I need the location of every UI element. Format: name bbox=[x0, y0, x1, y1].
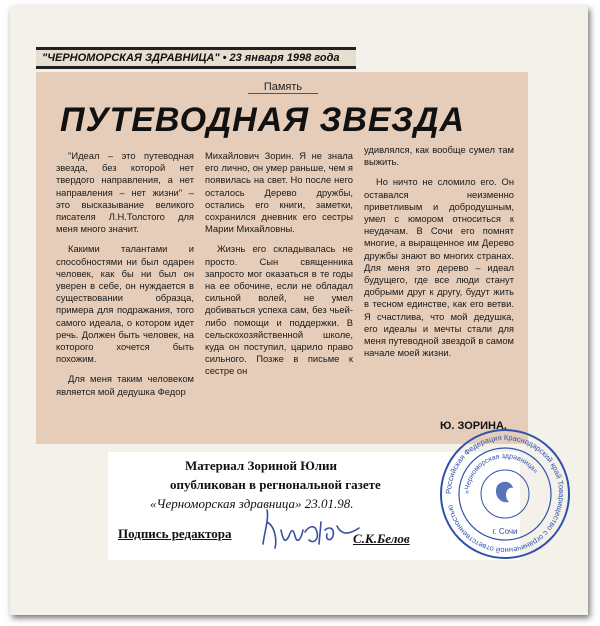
article-column-1 bbox=[56, 150, 194, 406]
editor-signature-label: Подпись редактора bbox=[118, 526, 232, 541]
article-byline: Ю. ЗОРИНА. bbox=[440, 420, 507, 432]
article-column-3 bbox=[364, 144, 514, 367]
article-headline: ПУТЕВОДНАЯ ЗВЕЗДА bbox=[60, 101, 466, 139]
paragraph: Михайлович Зорин. Я не знала его лично, он умер раньше, чем я появилась на свет. Но после него осталось Дерево дружбы, остались его книги, заметки, сохранился дневник его сестры Марии Михайловны. bbox=[205, 150, 353, 235]
svg-text:Российская Федерация Краснодар: Российская Федерация Краснодарский край Товарищество с ограниченной ответственностью bbox=[443, 432, 567, 556]
article-column-2 bbox=[205, 150, 353, 386]
paragraph: "Идеал – это путеводная звезда, без которой нет твердого направления, а нет направления – нет жизни" – это высказывание великого писателя Л.Н.Толстого для меня много значит. bbox=[56, 150, 194, 235]
newspaper-header: "ЧЕРНОМОРСКАЯ ЗДРАВНИЦА" • 23 января 1998 года bbox=[36, 47, 356, 69]
round-stamp-seal bbox=[437, 426, 573, 562]
rubric-label: Память bbox=[248, 81, 318, 94]
certification-line-1: Материал Зориной Юлии bbox=[185, 458, 338, 473]
certification-line-3: «Черноморская здравница» 23.01.98. bbox=[150, 496, 354, 511]
paragraph: Для меня таким человеком является мой дедушка Федор bbox=[56, 373, 194, 397]
svg-text:«Черноморская здравница»: «Черноморская здравница» bbox=[463, 452, 539, 495]
handwritten-signature bbox=[255, 500, 365, 556]
paragraph: Жизнь его складывалась не просто. Сын священника запросто мог оказаться в те годы на ее обочине, если не обладал сильной волей, не умел добиваться успеха сам, без чьей-либо помощи и поддержки. В сельскохозяйственной школе, куда он поступил, царило право сильного. Позже в письме к сестре он bbox=[205, 243, 353, 377]
paragraph: Но ничто не сломило его. Он оставался неизменно приветливым и добродушным, умел с юмором относиться к неудачам. В Сочи его помнят многие, а выращенное им Дерево дружбы знают во многих странах. Для меня это дерево – идеал будущего, где все люди станут добрыми друг к другу, будут жить в тесном единстве, как его ветви. Я счастлива, что мой дедушка, его идеалы и мечты стали для меня путеводной звездой в самом начале моей жизни. bbox=[364, 176, 514, 359]
certification-line-2: опубликован в регнональной газете bbox=[170, 477, 381, 492]
svg-text:г. Сочи: г. Сочи bbox=[492, 527, 518, 536]
paragraph: Какими талантами и способностями ни был одарен человек, как бы ни был он уверен в себе, он нуждается в существовании образца, примера для подражания, того самого идеала, о котором идет речь. Должен быть человек, на которого хочется быть похожим. bbox=[56, 243, 194, 365]
editor-name: С.К.Белов bbox=[353, 531, 410, 546]
paragraph: удивлялся, как вообще сумел там выжить. bbox=[364, 144, 514, 168]
